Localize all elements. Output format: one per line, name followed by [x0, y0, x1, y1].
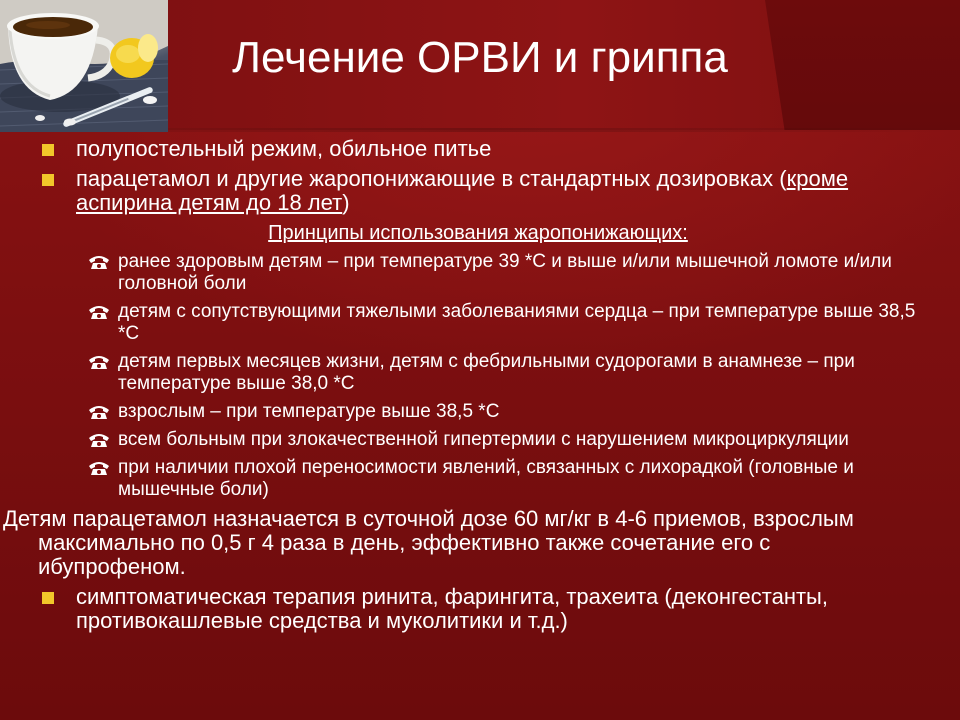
- bullet-text-underlined: кроме аспирина детям до 18 лет: [76, 166, 849, 215]
- sub-item-text: ранее здоровым детям – при температуре 39 *С и выше и/или мышечной ломоте и/или головной боли: [118, 251, 892, 294]
- sub-item-text: взрослым – при температуре выше 38,5 *С: [118, 401, 500, 422]
- bullet-text: полупостельный режим, обильное питье: [76, 136, 492, 161]
- sub-item: [38, 401, 918, 423]
- sub-item: [38, 251, 918, 295]
- bullet-text-before: парацетамол и другие жаропонижающие в стандартных дозировках (: [76, 166, 787, 191]
- sub-item-text: всем больным при злокачественной гипертермии с нарушением микроциркуляции: [118, 429, 849, 450]
- slide-title: Лечение ОРВИ и гриппа: [232, 33, 728, 82]
- telephone-icon: [88, 460, 110, 476]
- telephone-icon: [88, 354, 110, 370]
- sub-item: [38, 301, 918, 345]
- sub-item: [38, 429, 918, 451]
- bullet-symptomatic: [38, 585, 918, 633]
- bullet-text: симптоматическая терапия ринита, фарингита, трахеита (деконгестанты, противокашлевые средства и муколитики и т.д.): [76, 584, 828, 633]
- telephone-icon: [88, 304, 110, 320]
- bullet-text-after: ): [342, 190, 350, 215]
- title-band-edge: [765, 0, 960, 130]
- square-bullet-icon: [42, 144, 54, 156]
- dosage-paragraph: [3, 507, 918, 579]
- sub-item: [38, 457, 918, 501]
- tea-cup-lemon-thermometer-photo: [0, 0, 168, 132]
- sub-item-text: детям с сопутствующими тяжелыми заболеваниями сердца – при температуре выше 38,5 *С: [118, 301, 916, 344]
- sub-item: [38, 351, 918, 395]
- telephone-icon: [88, 404, 110, 420]
- square-bullet-icon: [42, 174, 54, 186]
- bullet-bed-rest: [38, 137, 918, 161]
- principles-heading: Принципы использования жаропонижающих:: [268, 222, 688, 244]
- dosage-rest: максимально по 0,5 г 4 раза в день, эффективно также сочетание его с ибупрофеном.: [38, 530, 771, 579]
- telephone-icon: [88, 432, 110, 448]
- telephone-icon: [88, 254, 110, 270]
- sub-item-text: при наличии плохой переносимости явлений, связанных с лихорадкой (головные и мышечные боли): [118, 457, 854, 500]
- sub-item-text: детям первых месяцев жизни, детям с фебрильными судорогами в анамнезе – при температуре выше 38,0 *С: [118, 351, 855, 394]
- dosage-first-line: Детям парацетамол назначается в суточной дозе 60 мг/кг в 4-6 приемов, взрослым: [3, 506, 854, 531]
- bullet-paracetamol: [38, 167, 918, 215]
- square-bullet-icon: [42, 592, 54, 604]
- slide-content: [3, 136, 918, 639]
